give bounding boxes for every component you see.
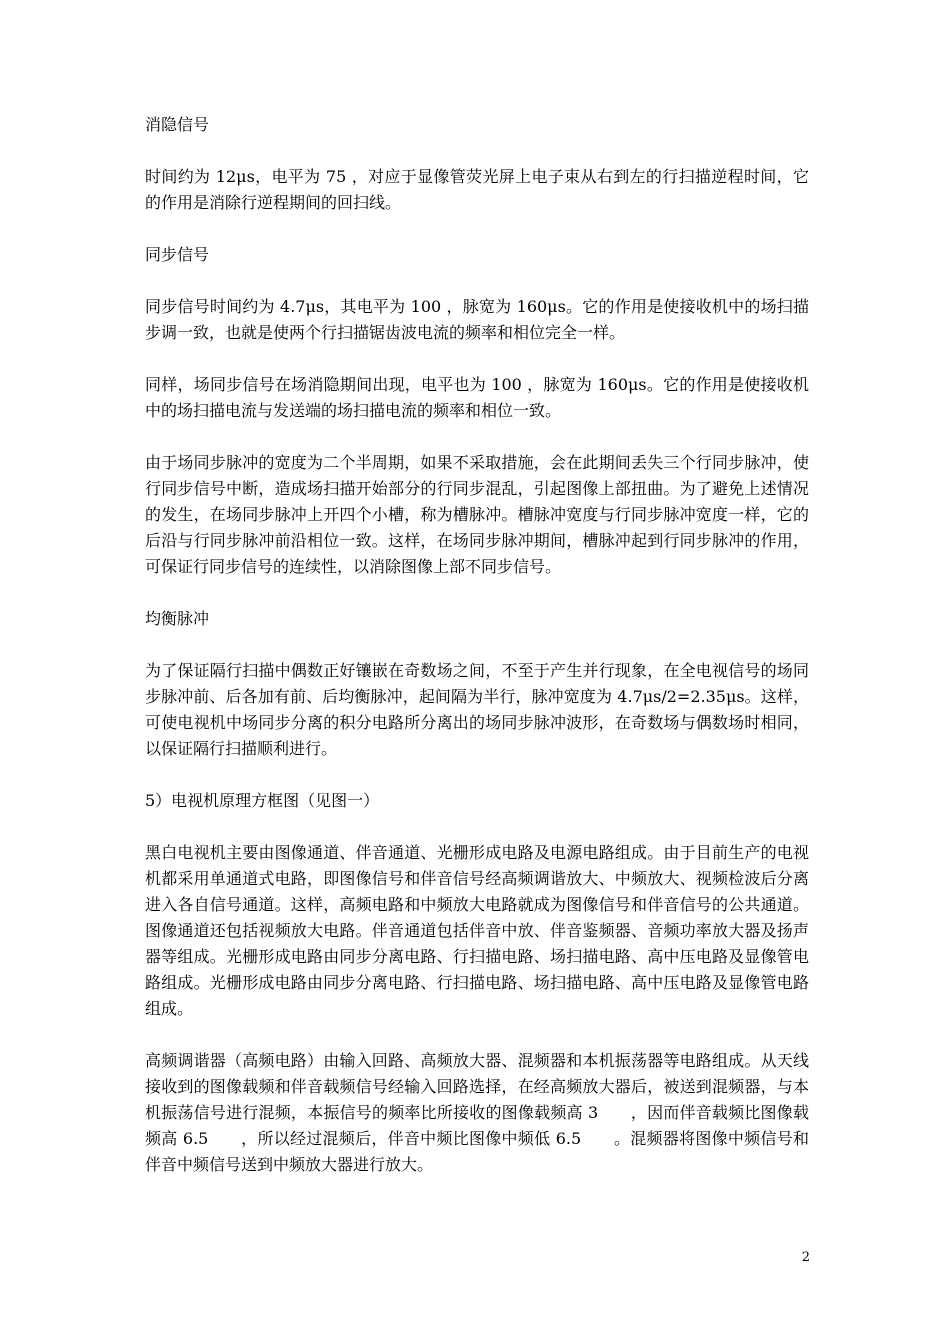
paragraph-serration-pulse: 由于场同步脉冲的宽度为二个半周期，如果不采取措施，会在此期间丢失三个行同步脉冲，使行同步信号中断，造成场扫描开始部分的行同步混乱，引起图像上部扭曲。为了避免上述情况的发生，在场同步脉冲上开四个小槽，称为槽脉冲。槽脉冲宽度与行同步脉冲宽度一样，它的后沿与行同步脉冲前沿相位一致。这样，在场同步脉冲期间，槽脉冲起到行同步脉冲的作用，可保证行同步信号的连续性，以消除图像上部不同步信号。 — [145, 453, 809, 576]
paragraph-blanking-description: 时间约为 12μs，电平为 75 ，对应于显像管荧光屏上电子束从右到左的行扫描逆程时间，它的作用是消除行逆程期间的回扫线。 — [145, 167, 809, 212]
paragraph-tuner-description: 高频调谐器（高频电路）由输入回路、高频放大器、混频器和本机振荡器等电路组成。从天线接收到的图像载频和伴音载频信号经输入回路选择，在经高频放大器后，被送到混频器，与本机振荡信号进行混频，本振信号的频率比所接收的图像载频高 3 ，因而伴音载频比图像载频高 6.5 ，所以经过混频后，伴音中频比图像中频低 6.5 。混频器将图像中频信号和伴音中频信号送到中频放大器进行放大。 — [145, 1051, 809, 1174]
paragraph-bw-tv-composition: 黑白电视机主要由图像通道、伴音通道、光栅形成电路及电源电路组成。由于目前生产的电视机都采用单通道式电路，即图像信号和伴音信号经高频调谐放大、中频放大、视频检波后分离进入各自信号通道。这样，高频电路和中频放大电路就成为图像信号和伴音信号的公共通道。图像通道还包括视频放大电路。伴音通道包括伴音中放、伴音鉴频器、音频功率放大器及扬声器等组成。光栅形成电路由同步分离电路、行扫描电路、场扫描电路、高中压电路及显像管电路组成。光栅形成电路由同步分离电路、行扫描电路、场扫描电路、高中压电路及显像管电路组成。 — [145, 843, 809, 1018]
heading-blanking-signal: 消隐信号 — [145, 115, 210, 134]
document-body — [145, 112, 809, 1204]
heading-sync-signal: 同步信号 — [145, 245, 210, 264]
paragraph-equalizing-description: 为了保证隔行扫描中偶数正好镶嵌在奇数场之间，不至于产生并行现象，在全电视信号的场同步脉冲前、后各加有前、后均衡脉冲，起间隔为半行，脉冲宽度为 4.7μs/2=2.35μs。这样，可使电视机中场同步分离的积分电路所分离出的场同步脉冲波形，在奇数场与偶数场时相同，以保证隔行扫描顺利进行。 — [145, 661, 809, 758]
heading-equalizing-pulse: 均衡脉冲 — [145, 609, 210, 628]
paragraph-sync-description: 同步信号时间约为 4.7μs，其电平为 100 ，脉宽为 160μs。它的作用是使接收机中的场扫描步调一致，也就是使两个行扫描锯齿波电流的频率和相位完全一样。 — [145, 297, 809, 342]
heading-tv-block-diagram: 5）电视机原理方框图（见图一） — [145, 791, 380, 810]
paragraph-field-sync: 同样，场同步信号在场消隐期间出现，电平也为 100 ，脉宽为 160μs。它的作用是使接收机中的场扫描电流与发送端的场扫描电流的频率和相位一致。 — [145, 375, 809, 420]
page-number: 2 — [801, 1250, 810, 1265]
